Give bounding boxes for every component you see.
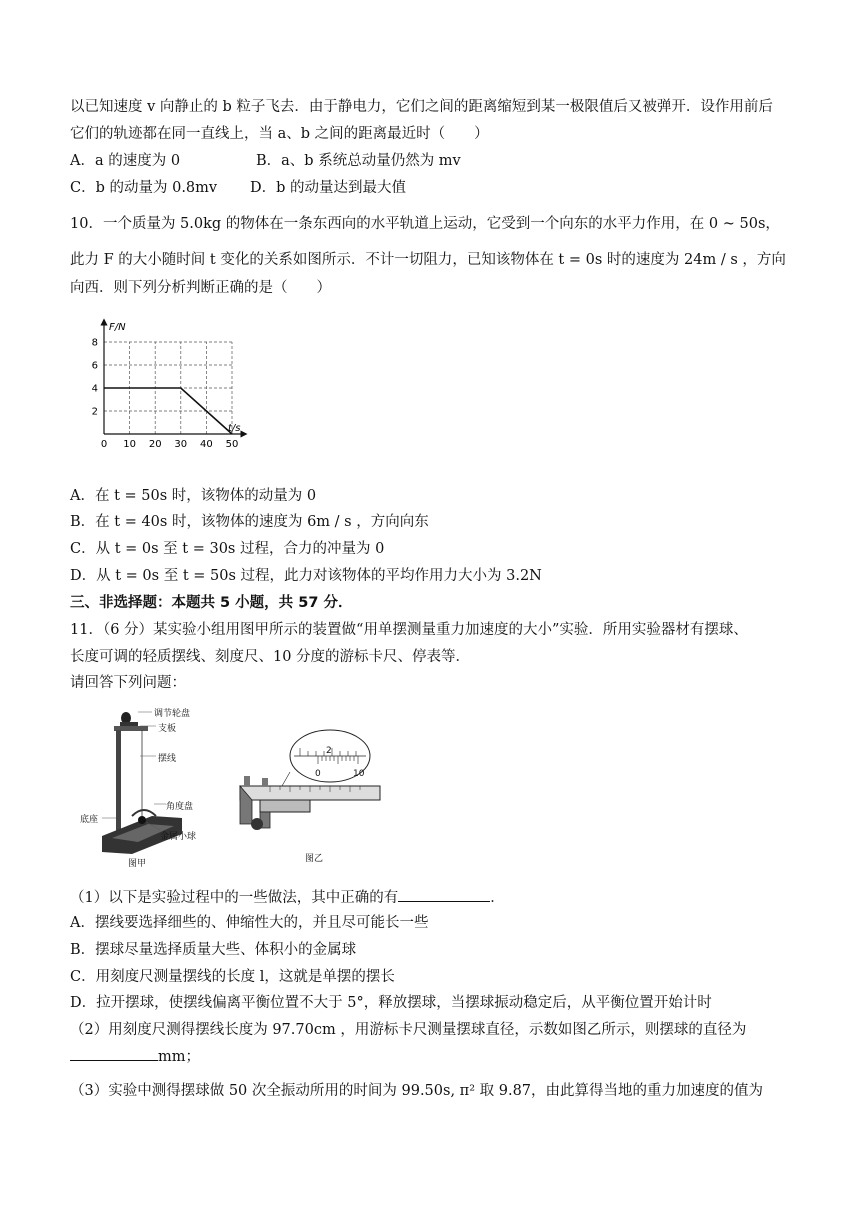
q10-option-d: D．从 t = 0s 至 t = 50s 过程，此力对该物体的平均作用力大小为 3.2N — [70, 568, 542, 584]
q9-option-b: B．a、b 系统总动量仍然为 mv — [256, 153, 461, 169]
q11-stem-line1: 11．（6 分）某实验小组用图甲所示的装置做“用单摆测量重力加速度的大小”实验．所用实验器材有摆球、 — [70, 622, 748, 638]
y-tick-2: 2 — [91, 406, 98, 418]
graph-x-label: t/s — [228, 423, 241, 434]
q11-part1 — [70, 887, 505, 908]
q11-part1-end: ． — [490, 890, 505, 906]
q9-stem-line1: 以已知速度 v 向静止的 b 粒子飞去．由于静电力，它们之间的距离缩短到某一极限值后又被弹开．设作用前后 — [70, 99, 773, 115]
q9-option-c: C．b 的动量为 0.8mv — [70, 180, 218, 196]
figure-vernier-caliper — [230, 724, 390, 844]
section-3-heading: 三、非选择题：本题共 5 小题，共 57 分． — [70, 595, 353, 611]
x-tick-50: 50 — [225, 439, 239, 450]
q10-option-c: C．从 t = 0s 至 t = 30s 过程，合力的冲量为 0 — [70, 541, 385, 557]
q10-option-b: B．在 t = 40s 时，该物体的速度为 6m / s ，方向向东 — [70, 514, 429, 530]
label-metal-ball: 金属小球 — [160, 832, 197, 842]
vernier-scale-label-0: 0 — [315, 769, 321, 779]
q11-part3-line1: （3）实验中测得摆球做 50 次全振动所用的时间为 99.50s, π² 取 9.87，由此算得当地的重力加速度的值为 — [70, 1083, 764, 1099]
q11-part2-line1: （2）用刻度尺测得摆线长度为 97.70cm ，用游标卡尺测量摆球直径，示数如图乙所示，则摆球的直径为 — [70, 1022, 747, 1038]
x-tick-0: 0 — [100, 439, 108, 450]
q11-stem-line3: 请回答下列问题： — [70, 675, 186, 691]
force-series-line — [104, 388, 232, 434]
q9-stem-line2: 它们的轨迹都在同一直线上，当 a、b 之间的距离最近时（ ） — [70, 126, 489, 142]
x-tick-40: 40 — [200, 439, 213, 450]
label-angle-dial: 角度盘 — [166, 802, 194, 812]
q11-option-c: C．用刻度尺测量摆线的长度 l，这就是单摆的摆长 — [70, 969, 395, 985]
y-tick-6: 6 — [91, 360, 98, 372]
q10-option-a: A．在 t = 50s 时，该物体的动量为 0 — [70, 488, 317, 504]
q9-option-d: D．b 的动量达到最大值 — [250, 180, 407, 196]
graph-y-label: F/N — [109, 322, 126, 333]
figure-pendulum-apparatus — [82, 706, 202, 866]
q10-stem-line2: 此力 F 的大小随时间 t 变化的关系如图所示．不计一切阻力，已知该物体在 t = 0s 时的速度为 24m / s ，方向 — [70, 252, 786, 268]
x-tick-30: 30 — [174, 439, 188, 450]
vernier-scale-label-10: 10 — [353, 769, 365, 779]
answer-blank-2[interactable] — [70, 1046, 158, 1061]
q11-option-a: A．摆线要选择细些的、伸缩性大的，并且尽可能长一些 — [70, 915, 429, 931]
q9-option-a: A．a 的速度为 0 — [70, 153, 181, 169]
label-base: 底座 — [80, 815, 99, 825]
y-tick-8: 8 — [91, 337, 98, 349]
vernier-scale-label-2: 2 — [326, 746, 332, 756]
q10-stem-line1: 10．一个质量为 5.0kg 的物体在一条东西向的水平轨道上运动，它受到一个向东的水平力作用，在 0 ~ 50s， — [70, 216, 780, 232]
q11-part1-text: （1）以下是实验过程中的一些做法，其中正确的有 — [70, 890, 399, 906]
answer-blank-1[interactable] — [398, 887, 490, 902]
q11-part2-unit: mm； — [158, 1049, 200, 1065]
label-bracket: 支板 — [158, 724, 177, 734]
y-tick-4: 4 — [91, 383, 98, 395]
q11-option-b: B．摆球尽量选择质量大些、体积小的金属球 — [70, 942, 357, 958]
figure-yi-caption: 图乙 — [305, 854, 324, 864]
q11-option-d: D．拉开摆球，使摆线偏离平衡位置不大于 5°，释放摆球，当摆球振动稳定后，从平衡位置开始计时 — [70, 995, 712, 1011]
q10-stem-line3: 向西．则下列分析判断正确的是（ ） — [70, 280, 331, 296]
x-tick-10: 10 — [123, 439, 136, 450]
q11-part2-line2 — [70, 1046, 200, 1067]
x-tick-20: 20 — [148, 439, 162, 450]
figure-jia-caption: 图甲 — [128, 859, 147, 869]
label-adjust-wheel: 调节轮盘 — [154, 709, 191, 719]
q11-stem-line2: 长度可调的轻质摆线、刻度尺、10 分度的游标卡尺、停表等． — [70, 649, 471, 665]
label-string: 摆线 — [158, 754, 177, 764]
force-time-graph — [82, 318, 262, 458]
